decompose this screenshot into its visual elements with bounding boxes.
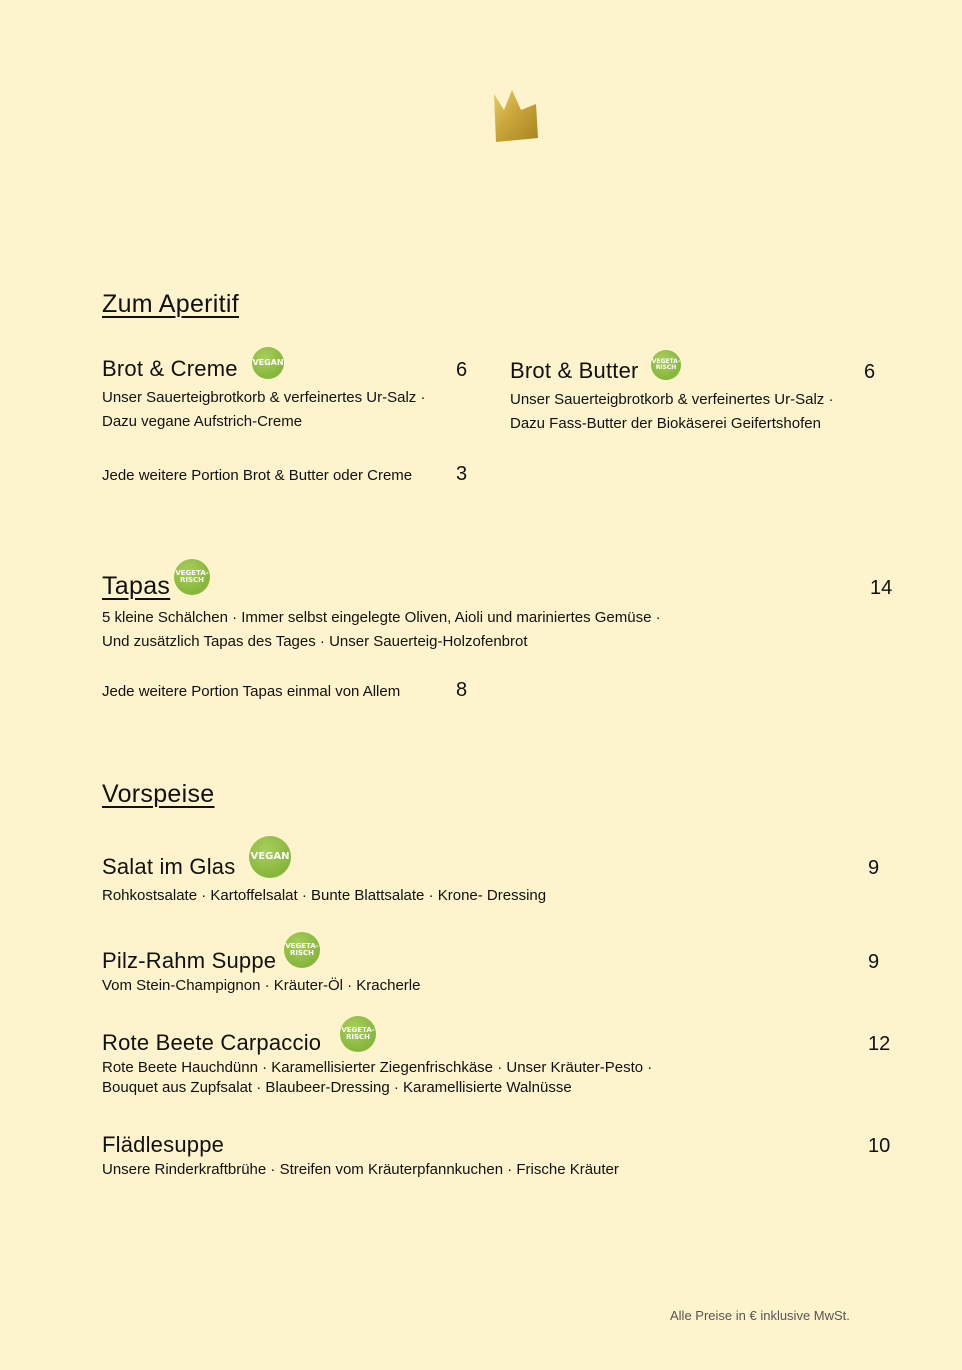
vegetarisch-badge: VEGETA- RISCH bbox=[651, 350, 681, 380]
item-desc-brot-butter-2: Dazu Fass-Butter der Biokäserei Geifertshofen bbox=[510, 415, 821, 432]
item-title-pilz: Pilz-Rahm Suppe bbox=[102, 948, 277, 973]
item-title-rote-beete: Rote Beete Carpaccio bbox=[102, 1030, 322, 1055]
price-note-footer: Alle Preise in € inklusive MwSt. bbox=[670, 1308, 850, 1323]
item-price-brot-butter: 6 bbox=[864, 361, 876, 383]
item-price-tapas: 14 bbox=[870, 577, 893, 599]
vegetarisch-badge: VEGETA- RISCH bbox=[174, 559, 210, 595]
extra-portion-brot-price: 3 bbox=[456, 463, 468, 485]
section-heading-aperitif: Zum Aperitif bbox=[102, 290, 239, 318]
item-desc-tapas-1: 5 kleine Schälchen · Immer selbst eingelegte Oliven, Aioli und mariniertes Gemüse · bbox=[102, 609, 661, 626]
extra-portion-brot: Jede weitere Portion Brot & Butter oder Creme bbox=[102, 467, 413, 484]
vegan-badge: VEGAN bbox=[249, 836, 291, 878]
extra-portion-tapas: Jede weitere Portion Tapas einmal von Allem bbox=[102, 683, 401, 700]
vegan-badge: VEGAN bbox=[252, 347, 284, 379]
item-title-tapas: Tapas bbox=[102, 572, 171, 600]
item-title-flaedle: Flädlesuppe bbox=[102, 1132, 225, 1157]
item-title-brot-butter: Brot & Butter bbox=[510, 358, 639, 383]
item-desc-flaedle-1: Unsere Rinderkraftbrühe · Streifen vom Kräuterpfannkuchen · Frische Kräuter bbox=[102, 1161, 619, 1178]
item-desc-rote-beete-2: Bouquet aus Zupfsalat · Blaubeer-Dressing · Karamellisierte Walnüsse bbox=[102, 1079, 572, 1096]
item-desc-pilz-1: Vom Stein-Champignon · Kräuter-Öl · Kracherle bbox=[102, 977, 421, 994]
item-desc-brot-creme-2: Dazu vegane Aufstrich-Creme bbox=[102, 413, 303, 430]
item-price-pilz: 9 bbox=[868, 951, 880, 973]
item-desc-brot-butter-1: Unser Sauerteigbrotkorb & verfeinertes Ur-Salz · bbox=[510, 391, 834, 408]
item-desc-tapas-2: Und zusätzlich Tapas des Tages · Unser Sauerteig-Holzofenbrot bbox=[102, 633, 528, 650]
vegetarisch-badge: VEGETA- RISCH bbox=[284, 932, 320, 968]
crown-logo bbox=[490, 88, 542, 144]
item-price-brot-creme: 6 bbox=[456, 359, 468, 381]
item-price-rote-beete: 12 bbox=[868, 1033, 891, 1055]
item-title-brot-creme: Brot & Creme bbox=[102, 356, 238, 381]
extra-portion-tapas-price: 8 bbox=[456, 679, 468, 701]
item-desc-salat-1: Rohkostsalate · Kartoffelsalat · Bunte Blattsalate · Krone- Dressing bbox=[102, 887, 547, 904]
item-price-salat: 9 bbox=[868, 857, 880, 879]
item-price-flaedle: 10 bbox=[868, 1135, 891, 1157]
vegetarisch-badge: VEGETA- RISCH bbox=[340, 1016, 376, 1052]
item-title-salat: Salat im Glas bbox=[102, 854, 236, 879]
section-heading-vorspeise: Vorspeise bbox=[102, 780, 215, 808]
item-desc-brot-creme-1: Unser Sauerteigbrotkorb & verfeinertes Ur-Salz · bbox=[102, 389, 426, 406]
item-desc-rote-beete-1: Rote Beete Hauchdünn · Karamellisierter Ziegenfrischkäse · Unser Kräuter-Pesto · bbox=[102, 1059, 653, 1076]
